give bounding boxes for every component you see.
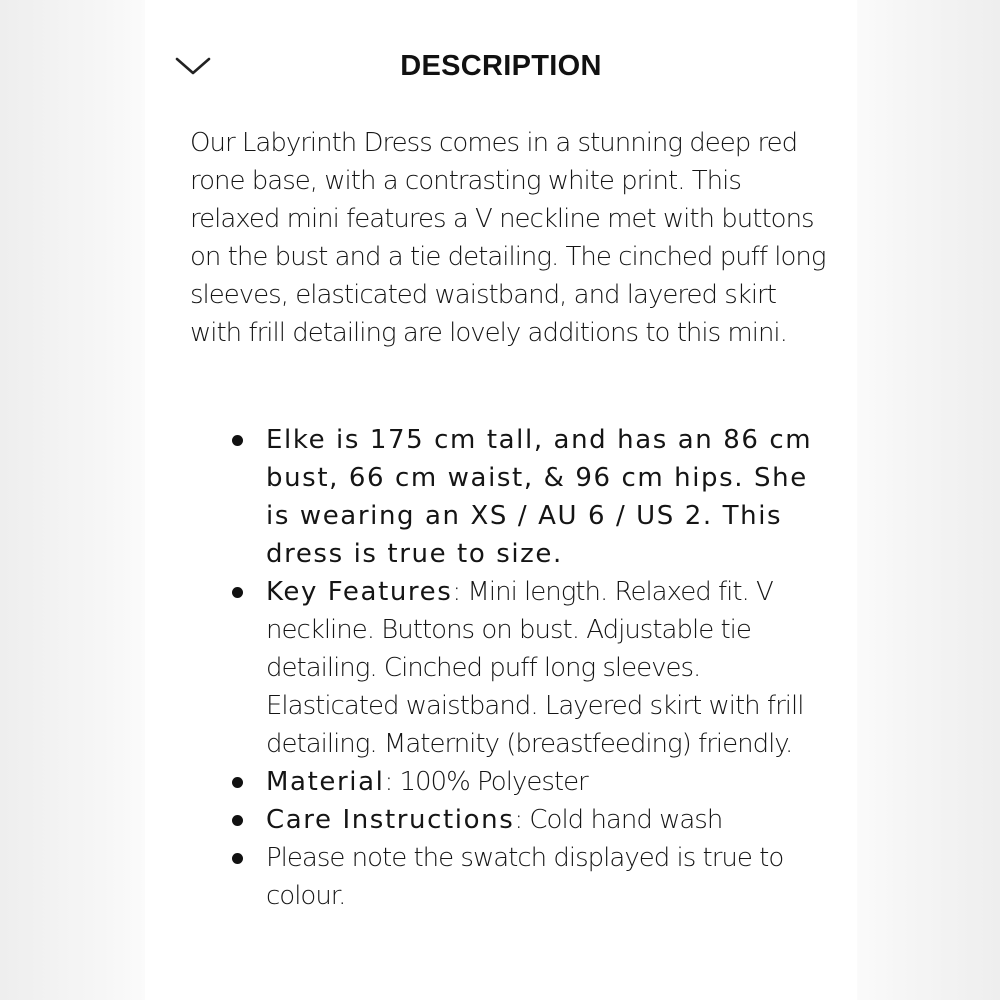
description-panel [145,0,857,1000]
list-item-care [190,801,830,839]
section-title: DESCRIPTION [400,50,602,82]
care-value: : Cold hand wash [514,805,723,835]
list-item-model-info [190,421,830,573]
bullet-icon [232,853,243,864]
material-value: : 100% Polyester [384,767,588,797]
bullet-icon [232,435,243,446]
material-label: Material [266,767,385,797]
key-features-value: : Mini length. Relaxed fit. V neckline. Buttons on bust. Adjustable tie detailing. Cinched puff long sleeves. Elasticated waistband. Layered skirt with frill detailing. Maternity (breastfeeding) friendly. [266,577,804,759]
swatch-note-text: Please note the swatch displayed is true to colour. [266,843,784,911]
bullet-icon [232,815,243,826]
list-item-key-features [190,573,830,763]
bullet-icon [232,587,243,598]
model-info-text: Elke is 175 cm tall, and has an 86 cm bust, 66 cm waist, & 96 cm hips. She is wearing an XS / AU 6 / US 2. This dress is true to size. [266,425,813,569]
list-item-material [190,763,830,801]
product-description: Our Labyrinth Dress comes in a stunning deep red rone base, with a contrasting white print. This relaxed mini features a V neckline met with buttons on the bust and a tie detailing. The cinched puff long sleeves, elasticated waistband, and layered skirt with frill detailing are lovely additions to this mini. [190,128,826,348]
care-label: Care Instructions [266,805,515,835]
right-margin [855,0,1000,1000]
feature-list [190,421,830,915]
list-item-swatch-note [190,839,830,915]
key-features-label: Key Features [266,577,453,607]
bullet-icon [232,777,243,788]
left-margin [0,0,145,1000]
